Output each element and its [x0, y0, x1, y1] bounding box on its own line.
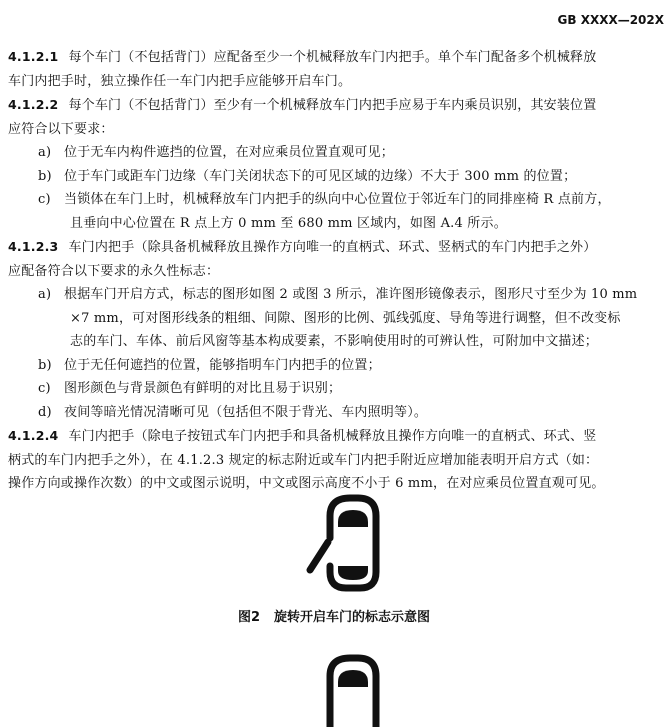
clause-body — [8, 45, 668, 496]
clause-number: 4.1.2.3 — [8, 239, 59, 254]
list-item — [8, 141, 668, 165]
car-door-open-rotating-icon — [302, 492, 382, 594]
list-item — [8, 283, 668, 307]
list-item — [8, 354, 668, 378]
clause-4-1-2-3-line-2: 应配备符合以下要求的永久性标志： — [8, 263, 220, 279]
list-marker: c) — [38, 381, 51, 396]
clause-4-1-2-1-line-2: 车门内把手时，独立操作任一车门内把手应能够开启车门。 — [8, 73, 352, 89]
clause-number: 4.1.2.4 — [8, 428, 59, 443]
list-item-text: 图形颜色与背景颜色有鲜明的对比且易于识别； — [64, 381, 342, 396]
clause-4-1-2-2-line-2: 应符合以下要求： — [8, 121, 114, 137]
list-item-text: 位于无车内构件遮挡的位置，在对应乘员位置直观可见； — [64, 145, 395, 160]
list-item-text: 根据车门开启方式，标志的图形如图 2 或图 3 所示，准许图形镜像表示，图形尺寸至少为 10 mm — [64, 287, 638, 302]
clause-4-1-2-2-line-1 — [8, 93, 668, 118]
list-marker: a) — [38, 145, 52, 160]
list-item-continuation: 志的车门、车体、前后风窗等基本构成要素，不影响使用时的可辨认性，可附加中文描述； — [70, 334, 599, 349]
clause-text: 每个车门（不包括背门）至少有一个机械释放车门内把手应易于车内乘员识别，其安装位置 — [68, 98, 597, 113]
clause-number: 4.1.2.2 — [8, 97, 59, 112]
clause-4-1-2-1-line-1 — [8, 45, 668, 70]
list-item-continuation: ×7 mm，可对图形线条的粗细、间隙、图形的比例、弧线弧度、导角等进行调整，但不改变标 — [70, 310, 621, 326]
list-item — [8, 165, 668, 189]
list-item-text: 位于无任何遮挡的位置，能够指明车门内把手的位置； — [64, 357, 381, 373]
clause-4-1-2-3-line-1 — [8, 235, 668, 260]
clause-text: 车门内把手（除具备机械释放且操作方向唯一的直柄式、环式、竖柄式的车门内把手之外） — [68, 240, 597, 255]
list-item-text: 位于车门或距车门边缘（车门关闭状态下的可见区域的边缘）不大于 300 mm 的位置； — [64, 168, 577, 184]
list-item — [8, 401, 668, 425]
figure-title: 旋转开启车门的标志示意图 — [274, 610, 431, 625]
standard-code: GB XXXX—202X — [557, 13, 664, 27]
list-marker: b) — [38, 168, 52, 184]
clause-4-1-2-4-line-1 — [8, 424, 668, 449]
list-marker: d) — [38, 404, 52, 420]
figure-number: 图2 — [237, 610, 261, 625]
clause-text: 每个车门（不包括背门）应配备至少一个机械释放车门内把手。单个车门配备多个机械释放 — [68, 50, 597, 65]
clause-number: 4.1.2.1 — [8, 49, 59, 64]
clause-4-1-2-4-line-2: 柄式的车门内把手之外），在 4.1.2.3 规定的标志附近或车门内把手附近应增加能表明开启方式（如： — [8, 452, 599, 468]
list-item-text: 当锁体在车门上时，机械释放车门内把手的纵向中心位置位于邻近车门的同排座椅 R 点前方， — [64, 192, 611, 207]
car-door-open-icon — [302, 652, 382, 727]
list-item — [8, 188, 668, 212]
clause-text: 车门内把手（除电子按钮式车门内把手和具备机械释放且操作方向唯一的直柄式、环式、竖 — [68, 429, 597, 444]
figure-2-caption — [0, 606, 668, 625]
list-marker: a) — [38, 287, 52, 302]
clause-4-1-2-4-line-3: 操作方向或操作次数）的中文或图示说明，中文或图示高度不小于 6 mm，在对应乘员位置直观可见。 — [8, 476, 605, 491]
list-marker: c) — [38, 192, 51, 207]
list-item-text: 夜间等暗光情况清晰可见（包括但不限于背光、车内照明等）。 — [64, 404, 428, 420]
list-marker: b) — [38, 357, 52, 373]
list-item-continuation: 且垂向中心位置在 R 点上方 0 mm 至 680 mm 区域内，如图 A.4 所示。 — [70, 215, 507, 231]
list-item — [8, 377, 668, 401]
